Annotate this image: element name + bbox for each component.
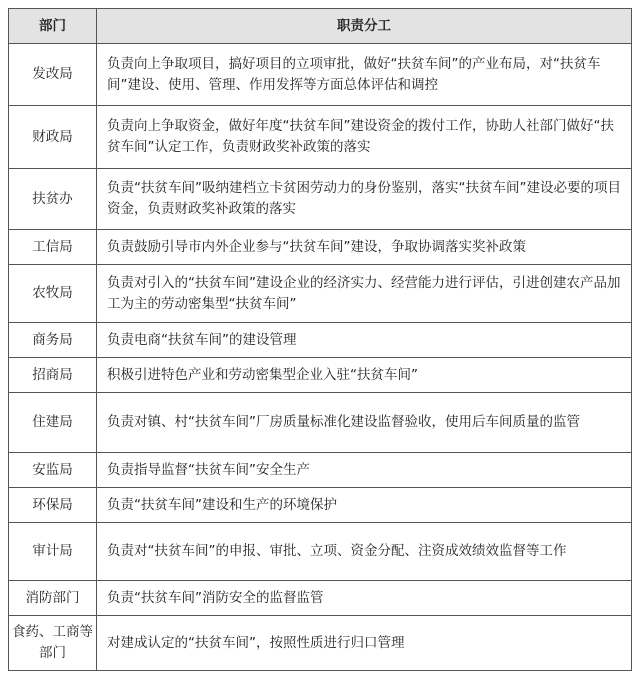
table-row bbox=[9, 488, 632, 523]
responsibility-table bbox=[8, 8, 632, 671]
duty-cell: 负责“扶贫车间”消防安全的监督监管 bbox=[97, 581, 632, 616]
department-cell: 安监局 bbox=[9, 453, 97, 488]
duty-cell: 负责电商“扶贫车间”的建设管理 bbox=[97, 323, 632, 358]
table-row bbox=[9, 453, 632, 488]
department-cell: 发改局 bbox=[9, 44, 97, 106]
department-cell: 住建局 bbox=[9, 393, 97, 453]
department-cell: 扶贫办 bbox=[9, 169, 97, 230]
responsibility-table-container bbox=[8, 8, 632, 671]
duty-cell: 负责对“扶贫车间”的申报、审批、立项、资金分配、注资成效绩效监督等工作 bbox=[97, 523, 632, 581]
duty-cell: 负责指导监督“扶贫车间”安全生产 bbox=[97, 453, 632, 488]
table-row bbox=[9, 265, 632, 323]
header-department: 部门 bbox=[9, 9, 97, 44]
department-cell: 财政局 bbox=[9, 106, 97, 169]
duty-cell: 对建成认定的“扶贫车间”，按照性质进行归口管理 bbox=[97, 616, 632, 671]
table-row bbox=[9, 106, 632, 169]
department-cell: 消防部门 bbox=[9, 581, 97, 616]
table-row bbox=[9, 616, 632, 671]
department-cell: 工信局 bbox=[9, 230, 97, 265]
table-row bbox=[9, 358, 632, 393]
table-row bbox=[9, 230, 632, 265]
department-cell: 环保局 bbox=[9, 488, 97, 523]
department-cell: 审计局 bbox=[9, 523, 97, 581]
duty-cell: 负责对镇、村“扶贫车间”厂房质量标准化建设监督验收，使用后车间质量的监管 bbox=[97, 393, 632, 453]
duty-cell: 负责向上争取项目，搞好项目的立项审批，做好“扶贫车间”的产业布局，对“扶贫车间”建设、使用、管理、作用发挥等方面总体评估和调控 bbox=[97, 44, 632, 106]
duty-cell: 负责“扶贫车间”建设和生产的环境保护 bbox=[97, 488, 632, 523]
table-row bbox=[9, 323, 632, 358]
duty-cell: 积极引进特色产业和劳动密集型企业入驻“扶贫车间” bbox=[97, 358, 632, 393]
duty-cell: 负责“扶贫车间”吸纳建档立卡贫困劳动力的身份鉴别，落实“扶贫车间”建设必要的项目资金，负责财政奖补政策的落实 bbox=[97, 169, 632, 230]
table-row bbox=[9, 523, 632, 581]
duty-cell: 负责鼓励引导市内外企业参与“扶贫车间”建设，争取协调落实奖补政策 bbox=[97, 230, 632, 265]
header-duty: 职责分工 bbox=[97, 9, 632, 44]
department-cell: 商务局 bbox=[9, 323, 97, 358]
table-row bbox=[9, 581, 632, 616]
department-cell: 招商局 bbox=[9, 358, 97, 393]
table-row bbox=[9, 393, 632, 453]
table-row bbox=[9, 169, 632, 230]
table-header-row bbox=[9, 9, 632, 44]
duty-cell: 负责对引入的“扶贫车间”建设企业的经济实力、经营能力进行评估，引进创建农产品加工为主的劳动密集型“扶贫车间” bbox=[97, 265, 632, 323]
department-cell: 食药、工商等部门 bbox=[9, 616, 97, 671]
duty-cell: 负责向上争取资金，做好年度“扶贫车间”建设资金的拨付工作，协助人社部门做好“扶贫车间”认定工作，负责财政奖补政策的落实 bbox=[97, 106, 632, 169]
department-cell: 农牧局 bbox=[9, 265, 97, 323]
table-row bbox=[9, 44, 632, 106]
